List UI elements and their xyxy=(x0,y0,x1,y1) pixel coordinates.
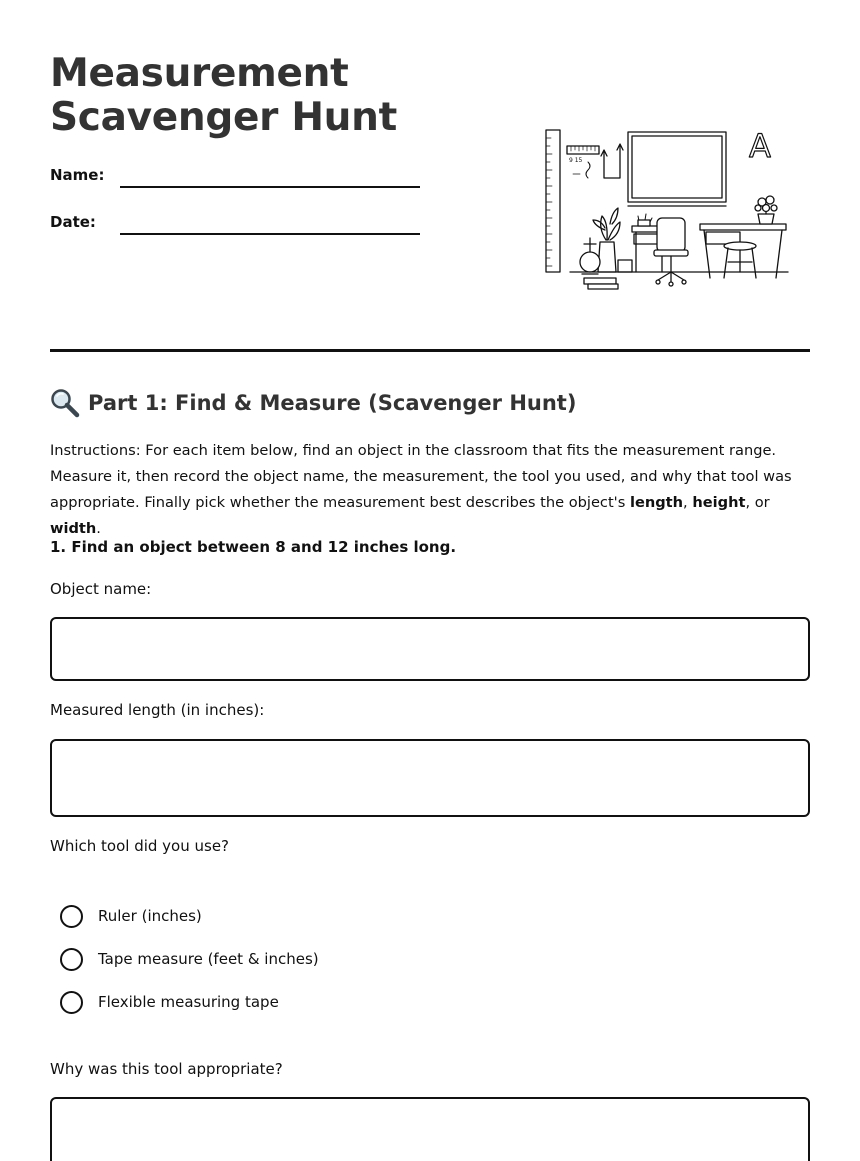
magnifying-glass-icon xyxy=(50,388,80,418)
radio-button[interactable] xyxy=(60,948,83,971)
tool-option-label: Tape measure (feet & inches) xyxy=(98,950,319,968)
date-label: Date: xyxy=(50,213,96,231)
measured-length-label: Measured length (in inches): xyxy=(50,701,265,719)
instructions-end: . xyxy=(96,520,101,537)
separator-1: , xyxy=(683,494,693,511)
page-title xyxy=(50,52,397,140)
tool-option-ruler[interactable] xyxy=(60,903,202,929)
date-line[interactable] xyxy=(120,233,420,235)
name-field xyxy=(50,166,430,190)
question-1-prompt: 1. Find an object between 8 and 12 inches long. xyxy=(50,538,457,556)
name-label: Name: xyxy=(50,166,105,184)
why-tool-input[interactable] xyxy=(50,1097,810,1161)
tool-question-label: Which tool did you use? xyxy=(50,837,230,855)
term-height: height xyxy=(692,494,746,511)
term-width: width xyxy=(50,520,97,537)
tool-option-label: Flexible measuring tape xyxy=(98,993,279,1011)
part1-title: Part 1: Find & Measure (Scavenger Hunt) xyxy=(88,391,577,415)
term-length: length xyxy=(629,494,684,511)
section-divider xyxy=(50,349,810,352)
radio-button[interactable] xyxy=(60,991,83,1014)
object-name-label: Object name: xyxy=(50,580,152,598)
separator-2: , or xyxy=(745,494,770,511)
title-line-2: Scavenger Hunt xyxy=(50,95,397,140)
why-tool-label: Why was this tool appropriate? xyxy=(50,1060,283,1078)
classroom-illustration-icon xyxy=(540,122,792,294)
tool-option-flexible-tape[interactable] xyxy=(60,989,279,1015)
instructions-body: Instructions: For each item below, find an object in the classroom that fits the measurement range. Measure it, then record the object name, the measurement, the tool you used, and why that tool was appropriate. Finally pick whether the measurement best describes the object's xyxy=(50,442,792,511)
name-line[interactable] xyxy=(120,186,420,188)
part1-heading xyxy=(50,388,576,418)
radio-button[interactable] xyxy=(60,905,83,928)
tool-option-label: Ruler (inches) xyxy=(98,907,202,925)
measured-length-input[interactable] xyxy=(50,739,810,817)
date-field xyxy=(50,213,430,237)
ruler-numbers: 9 15 xyxy=(569,157,583,164)
tool-option-tape-measure[interactable] xyxy=(60,946,319,972)
instructions-text xyxy=(50,438,814,542)
title-line-1: Measurement xyxy=(50,51,349,96)
object-name-input[interactable] xyxy=(50,617,810,681)
letter-a-poster: A xyxy=(749,127,771,165)
